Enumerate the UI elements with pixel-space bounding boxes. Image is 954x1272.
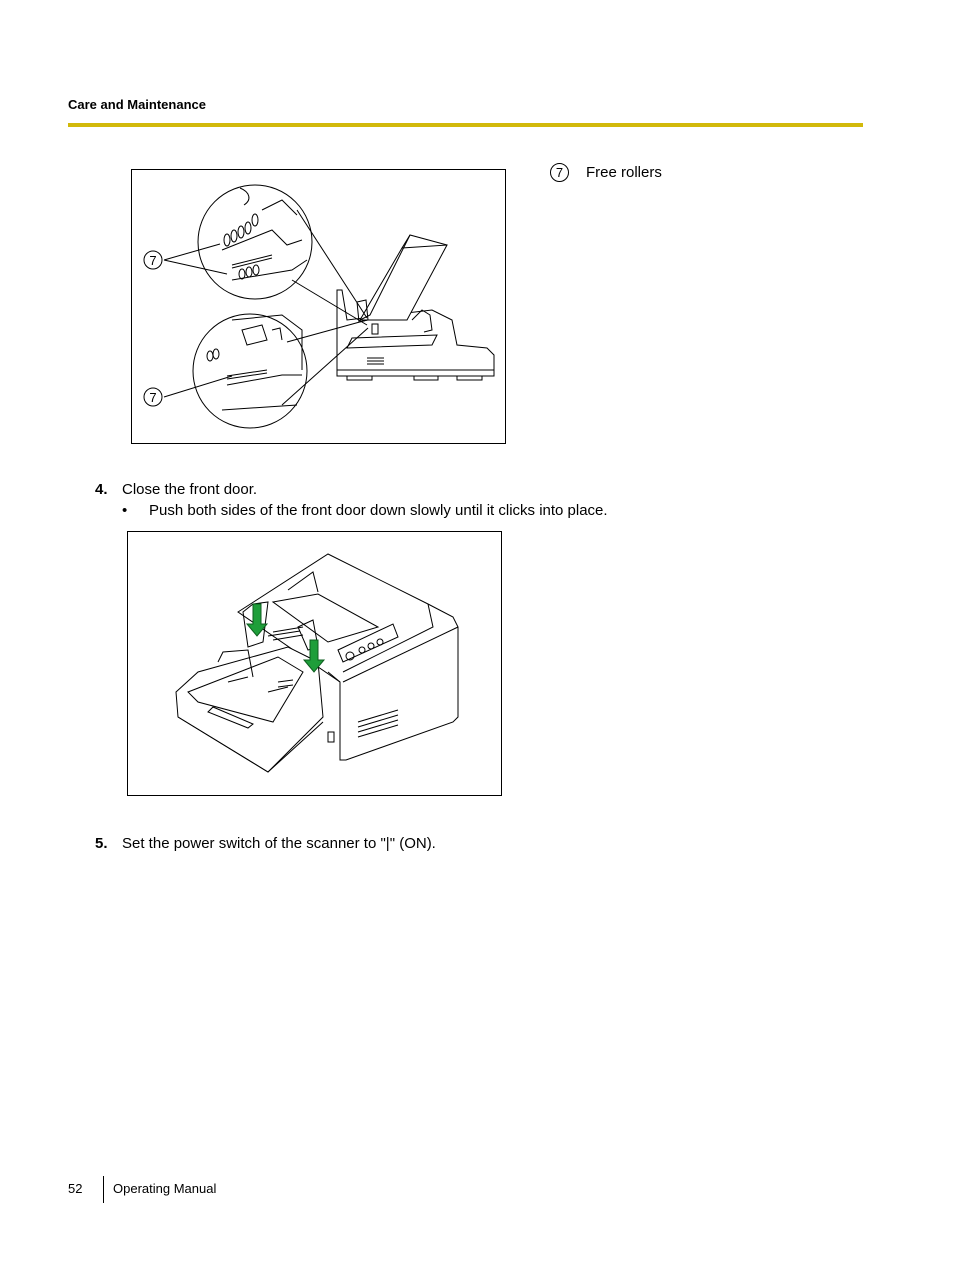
step-number: 4. xyxy=(95,481,108,498)
footer-divider xyxy=(103,1176,104,1203)
close-front-door-figure xyxy=(127,531,502,796)
step-5 xyxy=(95,835,436,852)
page-number: 52 xyxy=(68,1181,83,1196)
manual-title: Operating Manual xyxy=(113,1181,217,1196)
power-on-symbol: | xyxy=(385,835,390,852)
header-rule xyxy=(68,123,863,127)
bullet-symbol: • xyxy=(122,502,128,519)
step-text-end: " (ON). xyxy=(389,835,436,852)
callout-number: 7 xyxy=(149,390,157,405)
step-text: Close the front door. xyxy=(122,481,258,498)
scanner-illustration xyxy=(128,532,503,797)
legend-number: 7 xyxy=(550,163,569,182)
section-title: Care and Maintenance xyxy=(68,97,206,112)
step-text-start: Set the power switch of the scanner to " xyxy=(122,835,386,852)
step-4 xyxy=(95,481,257,498)
free-rollers-illustration xyxy=(132,170,507,445)
legend-label: Free rollers xyxy=(586,164,662,181)
step-4-bullet xyxy=(122,502,608,519)
callout-number: 7 xyxy=(149,253,157,268)
step-number: 5. xyxy=(95,835,108,852)
free-rollers-figure xyxy=(131,169,506,444)
bullet-text: Push both sides of the front door down slowly until it clicks into place. xyxy=(149,502,608,519)
legend-item xyxy=(550,163,662,182)
